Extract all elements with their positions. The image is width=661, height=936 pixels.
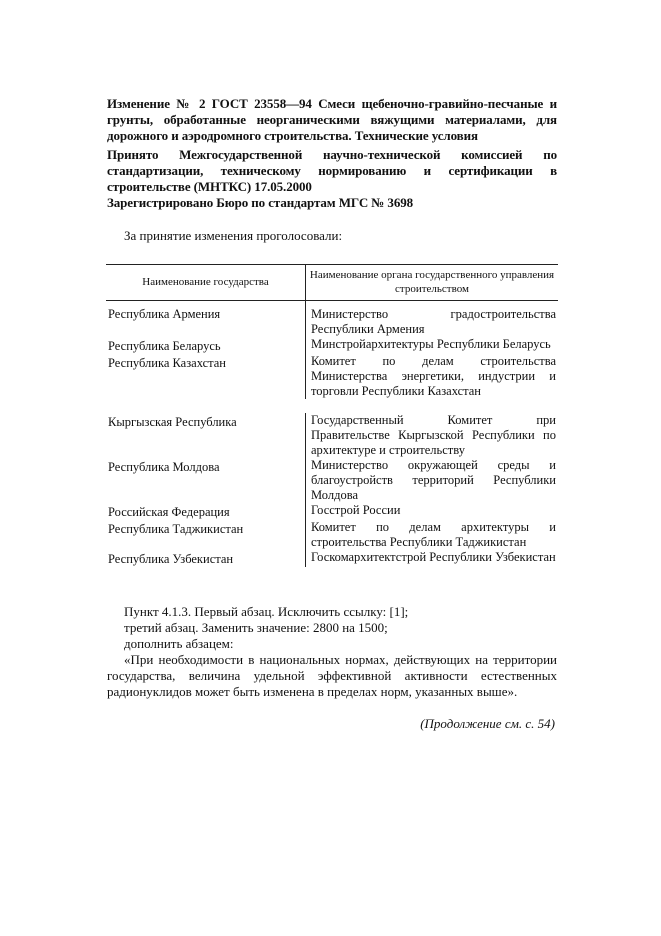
authority-name: Министерство окружающей среды и благоустройств территорий Республики Молдова <box>306 458 559 503</box>
amendment-replacement: третий абзац. Заменить значение: 2800 на 1500; <box>124 620 388 635</box>
authority-name: Государственный Комитет при Правительстве Кыргызской Республики по архитектуре и строительству <box>306 413 559 458</box>
table-row <box>106 503 558 520</box>
state-name: Российская Федерация <box>108 505 230 519</box>
state-name: Республика Казахстан <box>108 356 226 370</box>
column-header-state: Наименование государства <box>106 265 306 301</box>
state-name: Республика Таджикистан <box>108 522 244 536</box>
added-paragraph: «При необходимости в национальных нормах, действующих на территории государства, величина удельной эффективной активности естественных радионуклидов может быть изменена в пределах норм, указанных выше». <box>107 652 557 699</box>
authority-name: Госкомархитектстрой Республики Узбекистан <box>306 550 559 567</box>
authority-name: Министерство градостроительства Республики Армения <box>306 301 559 338</box>
state-name: Республика Беларусь <box>108 339 221 353</box>
table-row <box>106 550 558 567</box>
authority-name: Комитет по делам архитектуры и строительства Республики Таджикистан <box>306 520 559 550</box>
authority-name: Минстройархитектуры Республики Беларусь <box>306 337 559 354</box>
voting-states-table <box>106 264 558 567</box>
authority-name: Комитет по делам строительства Министерства энергетики, индустрии и торговли Республики Казахстан <box>306 354 559 399</box>
continuation-note: (Продолжение см. с. 54) <box>420 716 555 731</box>
table-row <box>106 458 558 503</box>
table-row <box>106 354 558 399</box>
table-row <box>106 520 558 550</box>
registration-statement: Зарегистрировано Бюро по стандартам МГС № 3698 <box>107 195 414 210</box>
table-header-row <box>106 265 558 301</box>
column-header-authority: Наименование органа государственного управления строительством <box>306 265 559 301</box>
table-row <box>106 337 558 354</box>
amendment-clause: Пункт 4.1.3. Первый абзац. Исключить ссылку: [1]; <box>124 604 409 619</box>
adoption-statement: Принято Межгосударственной научно-технической комиссией по стандартизации, техническому нормированию и сертификации в строительстве (МНТКС) 17.05.2000 <box>107 147 557 194</box>
amendment-addition: дополнить абзацем: <box>124 636 234 651</box>
state-name: Республика Армения <box>108 307 221 321</box>
state-name: Республика Молдова <box>108 460 220 474</box>
voting-intro: За принятие изменения проголосовали: <box>124 228 343 243</box>
authority-name: Госстрой России <box>306 503 559 520</box>
table-spacer <box>106 399 558 413</box>
table-row <box>106 301 558 338</box>
state-name: Кыргызская Республика <box>108 415 237 429</box>
state-name: Республика Узбекистан <box>108 552 234 566</box>
table-row <box>106 413 558 458</box>
amendment-title: Изменение № 2 ГОСТ 23558—94 Смеси щебеночно-гравийно-песчаные и грунты, обработанные неорганическими вяжущими материалами, для дорожного и аэродромного строительства. Технические условия <box>107 96 557 143</box>
